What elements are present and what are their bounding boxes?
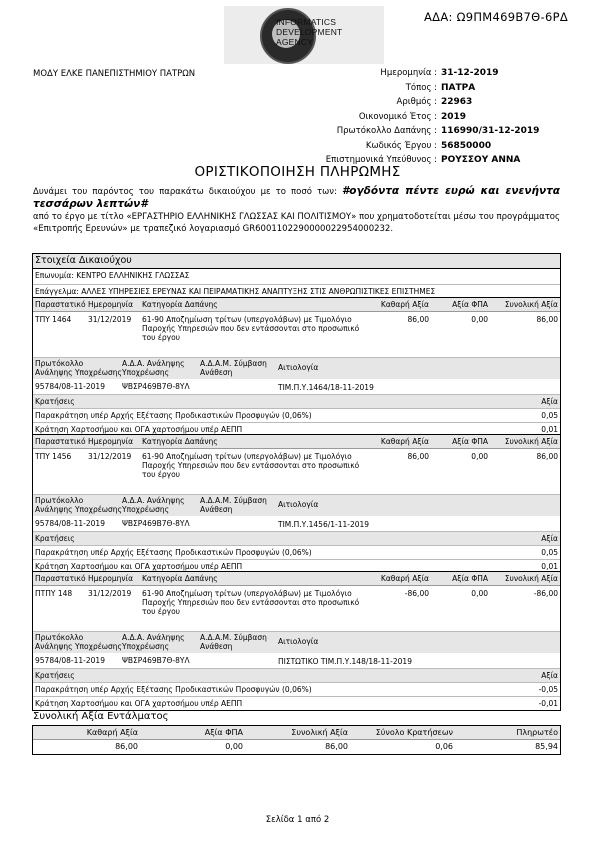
col-doc: Παραστατικό bbox=[35, 437, 86, 446]
page-title: ΟΡΙΣΤΙΚΟΠΟΙΗΣΗ ΠΛΗΡΩΜΗΣ bbox=[194, 164, 401, 180]
deduction-row: Παρακράτηση υπέρ Αρχής Εξέτασης Προδικαστικών Προσφυγών (0,06%) 0,05 bbox=[33, 545, 560, 559]
ada-value: ΨΒΣΡ469Β7Θ-8ΥΛ bbox=[122, 382, 190, 391]
paragraph-rest: από το έργο με τίτλο «ΕΡΓΑΣΤΗΡΙΟ ΕΛΛΗΝΙΚΗΣ ΓΛΩΣΣΑΣ ΚΑΙ ΠΟΛΙΤΙΣΜΟΥ» που χρηματοδοτείται μέσω του προγράμματος «Επιτροπής Ερευνών» με τραπεζικό λογαριασμό GR6001102290000022954000232. bbox=[33, 212, 560, 234]
vat-value: 0,00 bbox=[471, 589, 488, 598]
totals-value-cell: 85,94 bbox=[535, 742, 558, 751]
net-value: -86,00 bbox=[404, 589, 429, 598]
col-date: Ημερομηνία bbox=[88, 437, 134, 446]
beneficiary-header: Στοιχεία Δικαιούχου bbox=[33, 254, 560, 269]
total-value: 86,00 bbox=[536, 452, 558, 461]
payment-header-row bbox=[33, 298, 560, 312]
deductions-header: Κρατήσεις Αξία bbox=[33, 668, 560, 682]
col-doc: Παραστατικό bbox=[35, 300, 86, 309]
category-value: 61-90 Αποζημίωση τρίτων (υπεργολάβων) με Τιμολόγιο Παροχής Υπηρεσιών που δεν εντάσσονται στο προσωπικό του έργου bbox=[142, 452, 360, 479]
col-net: Καθαρή Αξία bbox=[380, 437, 429, 446]
ada-value: ΨΒΣΡ469Β7Θ-8ΥΛ bbox=[122, 519, 190, 528]
commitment-header-row bbox=[33, 494, 560, 516]
meta-label: Κωδικός Έργου : bbox=[365, 140, 437, 151]
beneficiary-name: Επωνυμία: ΚΕΝΤΡΟ ΕΛΛΗΝΙΚΗΣ ΓΛΩΣΣΑΣ bbox=[33, 269, 560, 285]
totals-table bbox=[32, 725, 561, 755]
date-value: 31/12/2019 bbox=[88, 315, 132, 324]
deduction-row: Παρακράτηση υπέρ Αρχής Εξέτασης Προδικαστικών Προσφυγών (0,06%) -0,05 bbox=[33, 682, 560, 696]
meta-label: Τόπος : bbox=[405, 82, 437, 93]
commitment-data-row bbox=[33, 653, 560, 668]
col-vat: Αξία ΦΠΑ bbox=[452, 574, 488, 583]
payment-paragraph bbox=[33, 185, 560, 235]
totals-value-cell: 86,00 bbox=[115, 742, 138, 751]
totals-header-cell: Συνολική Αξία bbox=[291, 728, 348, 737]
meta-value: 22963 bbox=[441, 97, 473, 107]
col-net: Καθαρή Αξία bbox=[380, 300, 429, 309]
meta-value: 116990/31-12-2019 bbox=[441, 126, 540, 136]
adam-value bbox=[200, 516, 278, 531]
beneficiary-profession: Επάγγελμα: ΑΛΛΕΣ ΥΠΗΡΕΣΙΕΣ ΕΡΕΥΝΑΣ ΚΑΙ ΠΕΙΡΑΜΑΤΙΚΗΣ ΑΝΑΠΤΥΞΗΣ ΣΤΙΣ ΑΝΘΡΩΠΙΣΤΙΚΕΣ ΕΠΙΣΤΗΜΕΣ bbox=[35, 287, 436, 296]
deductions-header: Κρατήσεις Αξία bbox=[33, 394, 560, 408]
totals-title: Συνολική Αξία Εντάλματος bbox=[33, 711, 169, 722]
ada-value: ΨΒΣΡ469Β7Θ-8ΥΛ bbox=[122, 656, 190, 665]
net-value: 86,00 bbox=[407, 315, 429, 324]
meta-value: ΡΟΥΣΣΟΥ ΑΝΝΑ bbox=[441, 155, 521, 165]
doc-value: ΤΠΥ 1456 bbox=[35, 452, 72, 461]
total-value: -86,00 bbox=[533, 589, 558, 598]
meta-label: Ημερομηνία : bbox=[380, 68, 437, 78]
meta-label: Επιστημονικά Υπεύθυνος : bbox=[325, 155, 437, 165]
totals-header-row bbox=[33, 726, 560, 740]
col-category: Κατηγορία Δαπάνης bbox=[142, 574, 218, 583]
meta-value: 31-12-2019 bbox=[441, 68, 499, 78]
payment-data-row bbox=[33, 449, 560, 494]
ada-code: ΑΔΑ: Ω9ΠΜ469Β7Θ-6ΡΔ bbox=[424, 10, 568, 24]
net-value: 86,00 bbox=[407, 452, 429, 461]
col-category: Κατηγορία Δαπάνης bbox=[142, 300, 218, 309]
col-protocol: Πρωτόκολλο Ανάληψης Υποχρέωσης bbox=[35, 359, 122, 377]
deduction-row: Κράτηση Χαρτοσήμου και ΟΓΑ χαρτοσήμου υπέρ ΑΕΠΠ 0,01 bbox=[33, 422, 560, 436]
payment-header-row bbox=[33, 572, 560, 586]
amount-in-words: #ογδόντα πέντε ευρώ και ενενήντα τεσσάρων λεπτών# bbox=[33, 185, 561, 210]
payment-data-row bbox=[33, 312, 560, 357]
meta-label: Αριθμός : bbox=[396, 97, 437, 107]
doc-value: ΤΠΥ 1464 bbox=[35, 315, 72, 324]
protocol-value: 95784/08-11-2019 bbox=[35, 382, 105, 391]
col-doc: Παραστατικό bbox=[35, 574, 86, 583]
meta-label: Πρωτόκολλο Δαπάνης : bbox=[336, 126, 437, 136]
deduction-row: Κράτηση Χαρτοσήμου και ΟΓΑ χαρτοσήμου υπέρ ΑΕΠΠ -0,01 bbox=[33, 696, 560, 710]
commitment-data-row bbox=[33, 516, 560, 531]
meta-value: 2019 bbox=[441, 111, 467, 122]
payment-block bbox=[32, 297, 561, 437]
organization-name: ΜΟΔΥ ΕΛΚΕ ΠΑΝΕΠΙΣΤΗΜΙΟΥ ΠΑΤΡΩΝ bbox=[33, 69, 196, 79]
col-vat: Αξία ΦΠΑ bbox=[452, 437, 488, 446]
col-total: Συνολική Αξία bbox=[504, 300, 558, 309]
col-reason: Αιτιολογία bbox=[278, 363, 319, 372]
payment-data-row bbox=[33, 586, 560, 631]
doc-value: ΠΤΠΥ 148 bbox=[35, 589, 73, 598]
col-protocol: Πρωτόκολλο Ανάληψης Υποχρέωσης bbox=[35, 633, 122, 651]
commitment-data-row bbox=[33, 379, 560, 394]
totals-value-cell: 86,00 bbox=[325, 742, 348, 751]
col-total: Συνολική Αξία bbox=[504, 437, 558, 446]
protocol-value: 95784/08-11-2019 bbox=[35, 519, 105, 528]
payment-header-row bbox=[33, 435, 560, 449]
meta-value: 56850000 bbox=[441, 140, 492, 151]
col-reason: Αιτιολογία bbox=[278, 637, 319, 646]
deduction-row: Παρακράτηση υπέρ Αρχής Εξέτασης Προδικαστικών Προσφυγών (0,06%) 0,05 bbox=[33, 408, 560, 422]
col-ada: Α.Δ.Α. Ανάληψης Υποχρέωσης bbox=[122, 496, 185, 514]
category-value: 61-90 Αποζημίωση τρίτων (υπεργολάβων) με Τιμολόγιο Παροχής Υπηρεσιών που δεν εντάσσονται στο προσωπικό του έργου bbox=[142, 589, 360, 616]
reason-value: ΠΙΣΤΩΤΙΚΟ ΤΙΜ.Π.Υ.148/18-11-2019 bbox=[278, 657, 412, 666]
adam-value bbox=[200, 653, 278, 668]
totals-header-cell: Σύνολο Κρατήσεων bbox=[375, 728, 453, 737]
vat-value: 0,00 bbox=[471, 315, 488, 324]
paragraph-intro: Δυνάμει του παρόντος του παρακάτω δικαιούχου με το ποσό των: bbox=[33, 187, 337, 197]
meta-value: ΠΑΤΡΑ bbox=[441, 82, 476, 93]
reason-value: ΤΙΜ.Π.Υ.1456/1-11-2019 bbox=[278, 520, 370, 529]
logo-text: INFORMATICS DEVELOPMENT AGENCY bbox=[276, 17, 343, 47]
total-value: 86,00 bbox=[536, 315, 558, 324]
category-value: 61-90 Αποζημίωση τρίτων (υπεργολάβων) με Τιμολόγιο Παροχής Υπηρεσιών που δεν εντάσσονται στο προσωπικό του έργου bbox=[142, 315, 360, 342]
beneficiary-box bbox=[32, 253, 561, 301]
totals-value-cell: 0,00 bbox=[225, 742, 243, 751]
col-net: Καθαρή Αξία bbox=[380, 574, 429, 583]
col-category: Κατηγορία Δαπάνης bbox=[142, 437, 218, 446]
payment-block bbox=[32, 571, 561, 711]
col-protocol: Πρωτόκολλο Ανάληψης Υποχρέωσης bbox=[35, 496, 122, 514]
page-number: Σελίδα 1 από 2 bbox=[265, 815, 330, 825]
col-ada: Α.Δ.Α. Ανάληψης Υποχρέωσης bbox=[122, 633, 185, 651]
col-date: Ημερομηνία bbox=[88, 300, 134, 309]
date-value: 31/12/2019 bbox=[88, 589, 132, 598]
deduction-row: Κράτηση Χαρτοσήμου και ΟΓΑ χαρτοσήμου υπέρ ΑΕΠΠ 0,01 bbox=[33, 559, 560, 573]
reason-value: ΤΙΜ.Π.Υ.1464/18-11-2019 bbox=[278, 383, 374, 392]
totals-header-cell: Καθαρή Αξία bbox=[86, 728, 138, 737]
commitment-header-row bbox=[33, 357, 560, 379]
totals-header-cell: Πληρωτέο bbox=[516, 728, 558, 737]
col-adam: Α.Δ.Α.Μ. Σύμβαση Ανάθεση bbox=[200, 633, 267, 651]
commitment-header-row bbox=[33, 631, 560, 653]
protocol-value: 95784/08-11-2019 bbox=[35, 656, 105, 665]
col-adam: Α.Δ.Α.Μ. Σύμβαση Ανάθεση bbox=[200, 496, 267, 514]
meta-label: Οικονομικό Έτος : bbox=[358, 111, 437, 122]
totals-header-cell: Αξία ΦΠΑ bbox=[204, 728, 243, 737]
col-adam: Α.Δ.Α.Μ. Σύμβαση Ανάθεση bbox=[200, 359, 267, 377]
col-total: Συνολική Αξία bbox=[504, 574, 558, 583]
col-reason: Αιτιολογία bbox=[278, 500, 319, 509]
deductions-header: Κρατήσεις Αξία bbox=[33, 531, 560, 545]
payment-block bbox=[32, 434, 561, 574]
col-date: Ημερομηνία bbox=[88, 574, 134, 583]
totals-value-row bbox=[33, 740, 560, 754]
date-value: 31/12/2019 bbox=[88, 452, 132, 461]
vat-value: 0,00 bbox=[471, 452, 488, 461]
col-vat: Αξία ΦΠΑ bbox=[452, 300, 488, 309]
totals-value-cell: 0,06 bbox=[435, 742, 453, 751]
adam-value bbox=[200, 379, 278, 394]
col-ada: Α.Δ.Α. Ανάληψης Υποχρέωσης bbox=[122, 359, 185, 377]
document-meta bbox=[326, 66, 559, 168]
